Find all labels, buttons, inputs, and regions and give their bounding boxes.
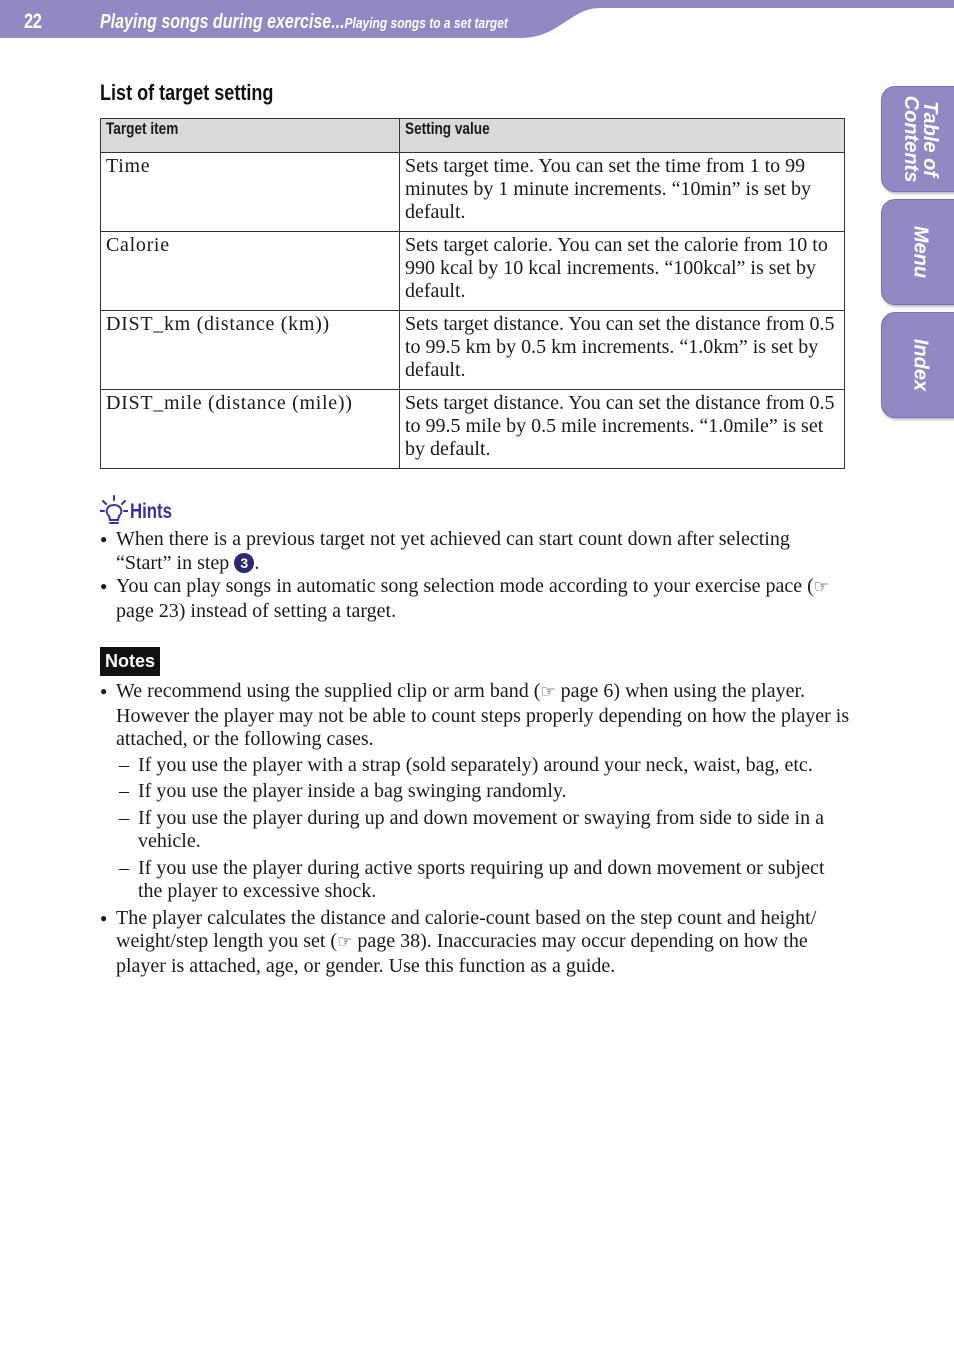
target-item-cell: DIST_mile (distance (mile)) [101, 390, 400, 469]
setting-value-cell: Sets target distance. You can set the distance from 0.5 to 99.5 mile by 0.5 mile increments. “1.0mile” is set by default. [400, 390, 845, 469]
page-reference-icon: ☞ [813, 577, 830, 597]
sub-list-item: – If you use the player during active sports requiring up and down movement or subject the player to excessive shock. [116, 857, 850, 904]
sub-list-item: – If you use the player during up and down movement or swaying from side to side in a vehicle. [116, 807, 850, 854]
column-header-setting-value: Setting value [400, 119, 845, 153]
page-reference-link[interactable]: page 38 [352, 930, 421, 952]
sub-list-item: – If you use the player inside a bag swinging randomly. [116, 780, 850, 804]
tab-table-of-contents[interactable] [881, 86, 954, 192]
page-reference-link[interactable]: page 23 [116, 599, 179, 622]
notes-list [100, 680, 850, 978]
table-header-row [101, 119, 845, 153]
target-setting-table [100, 118, 845, 469]
target-item-cell: Calorie [101, 232, 400, 311]
notes-sub-list [116, 754, 850, 904]
page-reference-icon: ☞ [540, 682, 556, 702]
page-header [0, 0, 954, 40]
chapter-title: Playing songs during exercise... [100, 11, 345, 33]
setting-value-cell: Sets target distance. You can set the distance from 0.5 to 99.5 km by 0.5 km increments. “1.0km” is set by default. [400, 311, 845, 390]
list-item: ● You can play songs in automatic song selection mode according to your exercise pace (☞ page 23) instead of setting a target. [100, 575, 850, 623]
tab-label: Index [909, 338, 932, 392]
setting-value-cell: Sets target time. You can set the time from 1 to 99 minutes by 1 minute increments. “10min” is set by default. [400, 153, 845, 232]
tab-label: Contents [900, 95, 922, 183]
table-row [101, 311, 845, 390]
section-subtitle: Playing songs to a set target [344, 15, 508, 32]
sub-list-item: – If you use the player with a strap (sold separately) around your neck, waist, bag, etc. [116, 754, 850, 778]
notes-label: Notes [100, 647, 160, 676]
setting-value-cell: Sets target calorie. You can set the calorie from 10 to 990 kcal by 10 kcal increments. “100kcal” is set by default. [400, 232, 845, 311]
tab-label: Table of [919, 101, 941, 177]
page-reference-icon: ☞ [337, 932, 353, 952]
header-title [100, 11, 508, 34]
hints-label: Hints [130, 500, 172, 523]
table-row [101, 153, 845, 232]
tab-label: Menu [909, 225, 932, 279]
list-item: ● When there is a previous target not yet achieved can start count down after selecting “Start” in step 3 . [100, 528, 850, 575]
column-header-target-item: Target item [101, 119, 400, 153]
tab-index[interactable] [881, 312, 954, 418]
lightbulb-icon [100, 495, 128, 527]
target-item-cell: Time [101, 153, 400, 232]
table-row [101, 390, 845, 469]
list-item: ● The player calculates the distance and calorie-count based on the step count and height/ weight/step length you set (☞ page 38). Inaccuracies may occur depending on how the player is attached, age, or gender. Use this function as a guide. [100, 907, 850, 979]
section-title: List of target setting [100, 80, 274, 105]
target-item-cell: DIST_km (distance (km)) [101, 311, 400, 390]
hints-list [100, 528, 850, 623]
page-number: 22 [24, 10, 42, 33]
list-item: ● We recommend using the supplied clip or arm band (☞ page 6) when using the player. However the player may not be able to count steps properly depending on how the player is attached, or the following cases. – If you use the player with a strap (sold separately) around your neck, waist, bag, etc. – If you use the player inside a bag swinging randomly. – If you use the player during up and down movement or swaying from side to side in a vehicle. – If you use the player during active sports requiring up and down movement or subject the player to excessive shock. [100, 680, 850, 904]
tab-menu[interactable] [881, 199, 954, 305]
table-row [101, 232, 845, 311]
page-reference-link[interactable]: page 6 [555, 680, 614, 702]
step-number-badge: 3 [234, 553, 254, 573]
